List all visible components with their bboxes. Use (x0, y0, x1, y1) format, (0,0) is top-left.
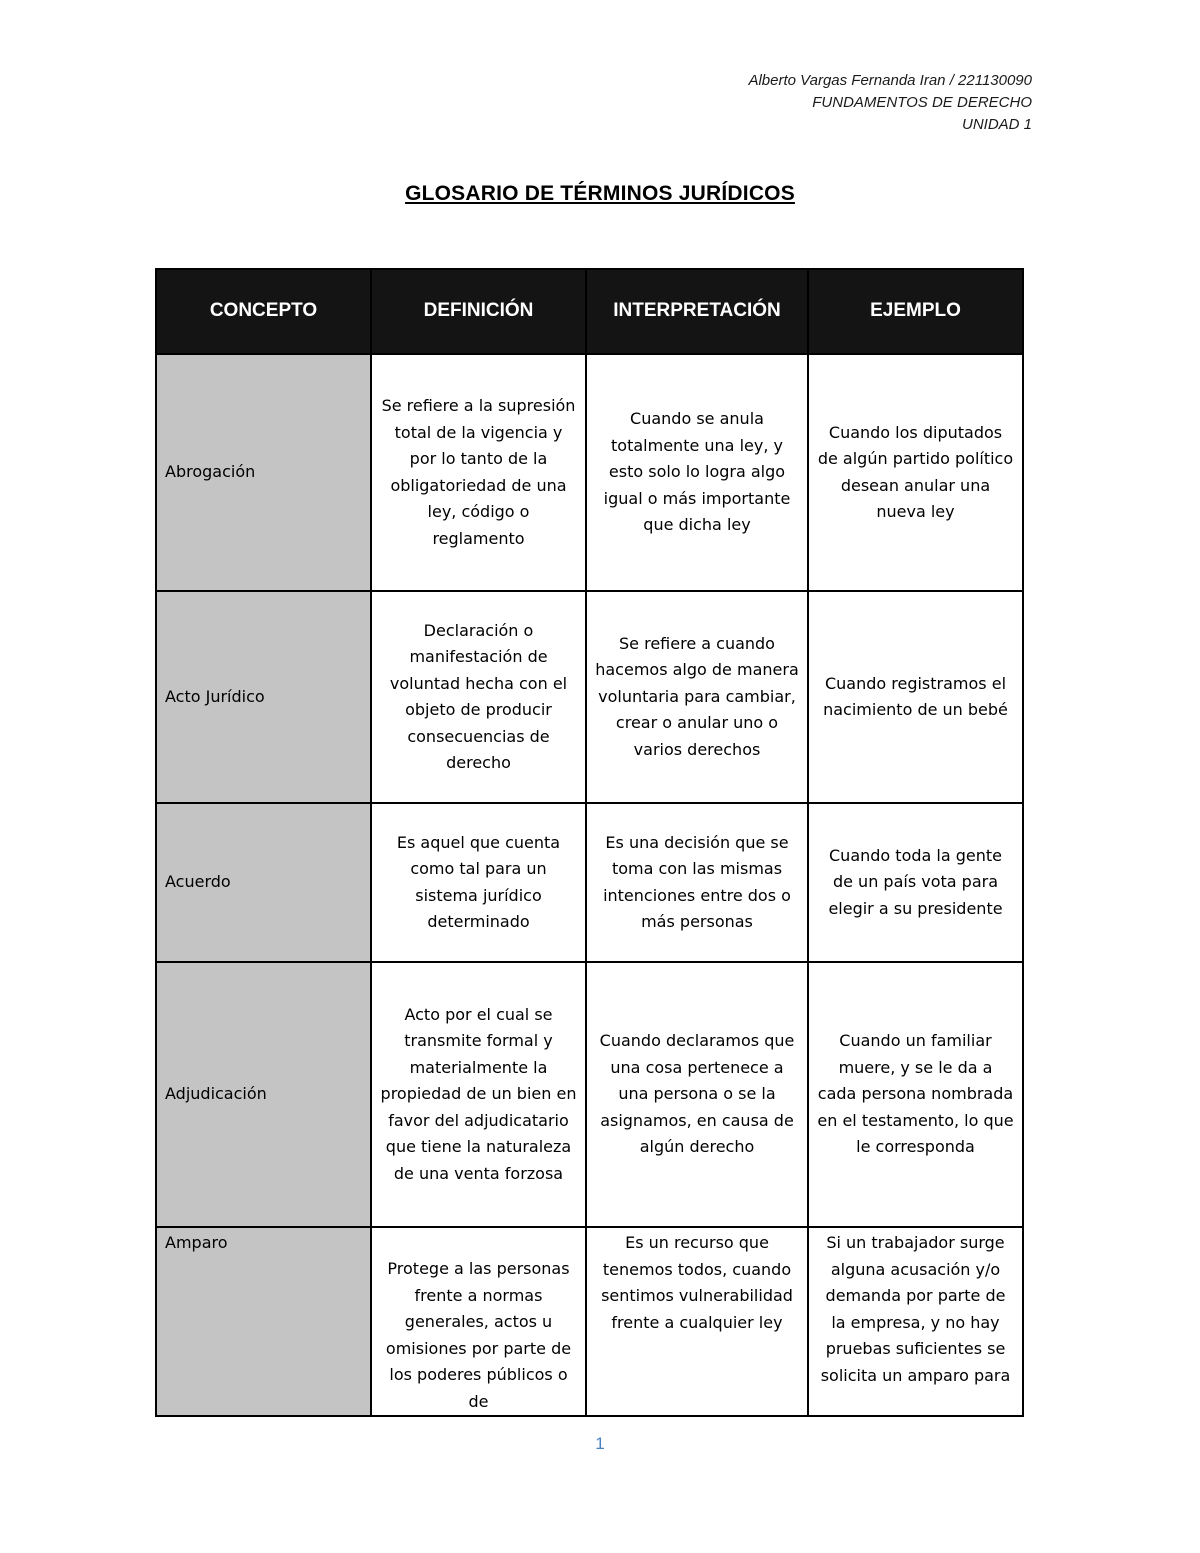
definition-cell: Declaración o manifestación de voluntad hecha con el objeto de producir consecuencias de derecho (371, 591, 586, 803)
interpretation-cell: Cuando se anula totalmente una ley, y esto solo lo logra algo igual o más importante que dicha ley (586, 354, 808, 591)
concept-cell: Amparo (156, 1227, 371, 1416)
interpretation-cell: Se refiere a cuando hacemos algo de manera voluntaria para cambiar, crear o anular uno o varios derechos (586, 591, 808, 803)
table-row (156, 962, 1023, 1227)
table-row (156, 1227, 1023, 1416)
table-row (156, 354, 1023, 591)
column-header-concepto: CONCEPTO (156, 269, 371, 354)
document-title: GLOSARIO DE TÉRMINOS JURÍDICOS (405, 182, 795, 205)
author-line: Alberto Vargas Fernanda Iran / 221130090 (748, 72, 1032, 89)
document-header (748, 70, 1032, 136)
column-header-definicion: DEFINICIÓN (371, 269, 586, 354)
concept-cell: Abrogación (156, 354, 371, 591)
page-number: 1 (595, 1434, 605, 1453)
definition-cell: Acto por el cual se transmite formal y materialmente la propiedad de un bien en favor del adjudicatario que tiene la naturaleza de una venta forzosa (371, 962, 586, 1227)
table-row (156, 803, 1023, 962)
example-cell: Cuando los diputados de algún partido político desean anular una nueva ley (808, 354, 1023, 591)
table-header-row (156, 269, 1023, 354)
definition-cell: Protege a las personas frente a normas generales, actos u omisiones por parte de los poderes públicos o de (371, 1227, 586, 1416)
interpretation-cell: Es una decisión que se toma con las mismas intenciones entre dos o más personas (586, 803, 808, 962)
example-cell: Cuando un familiar muere, y se le da a cada persona nombrada en el testamento, lo que le corresponda (808, 962, 1023, 1227)
interpretation-cell: Es un recurso que tenemos todos, cuando sentimos vulnerabilidad frente a cualquier ley (586, 1227, 808, 1416)
column-header-ejemplo: EJEMPLO (808, 269, 1023, 354)
example-cell: Si un trabajador surge alguna acusación y/o demanda por parte de la empresa, y no hay pruebas suficientes se solicita un amparo para (808, 1227, 1023, 1416)
course-line: FUNDAMENTOS DE DERECHO (812, 94, 1032, 111)
column-header-interpretacion: INTERPRETACIÓN (586, 269, 808, 354)
unit-line: UNIDAD 1 (961, 116, 1032, 133)
definition-cell: Es aquel que cuenta como tal para un sistema jurídico determinado (371, 803, 586, 962)
table-row (156, 591, 1023, 803)
concept-cell: Acto Jurídico (156, 591, 371, 803)
example-cell: Cuando registramos el nacimiento de un bebé (808, 591, 1023, 803)
glossary-table (155, 268, 1024, 1417)
concept-cell: Acuerdo (156, 803, 371, 962)
interpretation-cell: Cuando declaramos que una cosa pertenece a una persona o se la asignamos, en causa de algún derecho (586, 962, 808, 1227)
concept-cell: Adjudicación (156, 962, 371, 1227)
example-cell: Cuando toda la gente de un país vota para elegir a su presidente (808, 803, 1023, 962)
definition-cell: Se refiere a la supresión total de la vigencia y por lo tanto de la obligatoriedad de una ley, código o reglamento (371, 354, 586, 591)
